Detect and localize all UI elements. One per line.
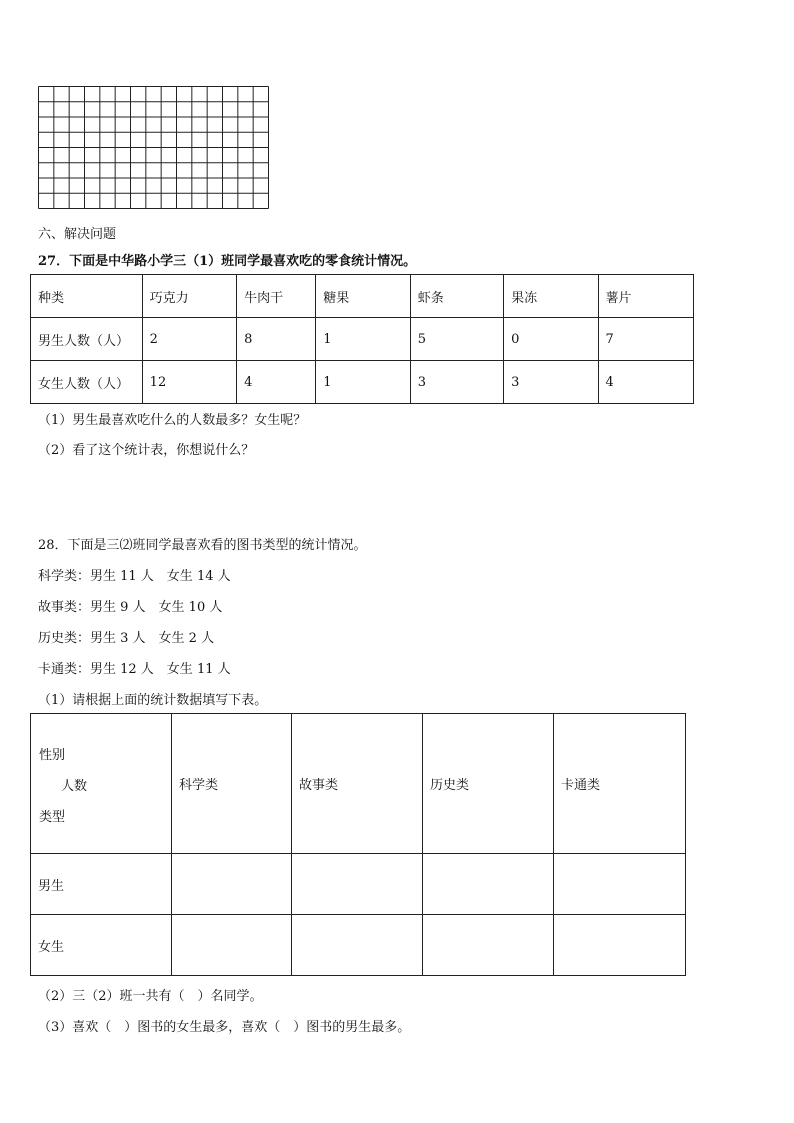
- data-line: 故事类：男生 9 人 女生 10 人: [38, 600, 223, 615]
- table-header-cell: 巧克力: [142, 275, 236, 318]
- row-label: 男生: [31, 854, 172, 915]
- grid-lines: [38, 86, 269, 209]
- row-label: 女生: [31, 915, 172, 976]
- snack-table: [30, 274, 694, 404]
- answer-cell[interactable]: [423, 915, 554, 976]
- data-line: 历史类：男生 3 人 女生 2 人: [38, 631, 215, 646]
- table-cell: 3: [504, 361, 598, 404]
- q28-prompt: 28．下面是三⑵班同学最喜欢看的图书类型的统计情况。: [38, 538, 367, 553]
- data-line: 卡通类：男生 12 人 女生 11 人: [38, 662, 231, 677]
- table-header-cell: 科学类: [172, 714, 292, 854]
- q27-sub2: （2）看了这个统计表，你想说什么？: [38, 443, 255, 458]
- answer-cell[interactable]: [172, 854, 292, 915]
- table-header-cell: 历史类: [423, 714, 554, 854]
- answer-cell[interactable]: [292, 915, 423, 976]
- diag-label-top: 性别: [39, 748, 66, 763]
- answer-grid: [38, 86, 269, 209]
- table-cell: 4: [598, 361, 693, 404]
- table-cell: 1: [316, 361, 410, 404]
- table-cell: 12: [142, 361, 236, 404]
- table-header-row: [31, 714, 686, 854]
- answer-cell[interactable]: [172, 915, 292, 976]
- table-cell: 8: [237, 318, 316, 361]
- section-title: 六、解决问题: [38, 227, 117, 242]
- table-header-cell: 果冻: [504, 275, 598, 318]
- table-cell: 3: [410, 361, 503, 404]
- table-row: [31, 854, 686, 915]
- row-label: 男生人数（人）: [31, 318, 143, 361]
- table-row: [31, 361, 694, 404]
- table-cell: 5: [410, 318, 503, 361]
- table-header-cell: 种类: [31, 275, 143, 318]
- table-cell: 7: [598, 318, 693, 361]
- answer-cell[interactable]: [554, 915, 686, 976]
- table-header-cell: 虾条: [410, 275, 503, 318]
- diag-label-middle: 人数: [61, 779, 88, 794]
- table-cell: 1: [316, 318, 410, 361]
- book-table: [30, 713, 686, 976]
- q27-sub1: （1）男生最喜欢吃什么的人数最多？女生呢？: [38, 413, 307, 428]
- answer-cell[interactable]: [292, 854, 423, 915]
- data-line: 科学类：男生 11 人 女生 14 人: [38, 569, 231, 584]
- table-row: [31, 318, 694, 361]
- q28-sub3: （3）喜欢（ ）图书的女生最多，喜欢（ ）图书的男生最多。: [38, 1020, 411, 1035]
- table-cell: 0: [504, 318, 598, 361]
- table-header-cell: 糖果: [316, 275, 410, 318]
- table-header-cell: 卡通类: [554, 714, 686, 854]
- table-header-cell: 牛肉干: [237, 275, 316, 318]
- q27-prompt: 27．下面是中华路小学三（1）班同学最喜欢吃的零食统计情况。: [38, 254, 417, 269]
- q28-sub2: （2）三（2）班一共有（ ）名同学。: [38, 989, 263, 1004]
- table-cell: 2: [142, 318, 236, 361]
- row-label: 女生人数（人）: [31, 361, 143, 404]
- table-cell: 4: [237, 361, 316, 404]
- table-header-row: [31, 275, 694, 318]
- table-header-cell: 薯片: [598, 275, 693, 318]
- table-row: [31, 915, 686, 976]
- answer-cell[interactable]: [554, 854, 686, 915]
- table-header-cell: 故事类: [292, 714, 423, 854]
- diag-label-bottom: 类型: [39, 810, 66, 825]
- q28-sub1: （1）请根据上面的统计数据填写下表。: [38, 693, 268, 708]
- diagonal-header-cell: [31, 714, 172, 854]
- answer-cell[interactable]: [423, 854, 554, 915]
